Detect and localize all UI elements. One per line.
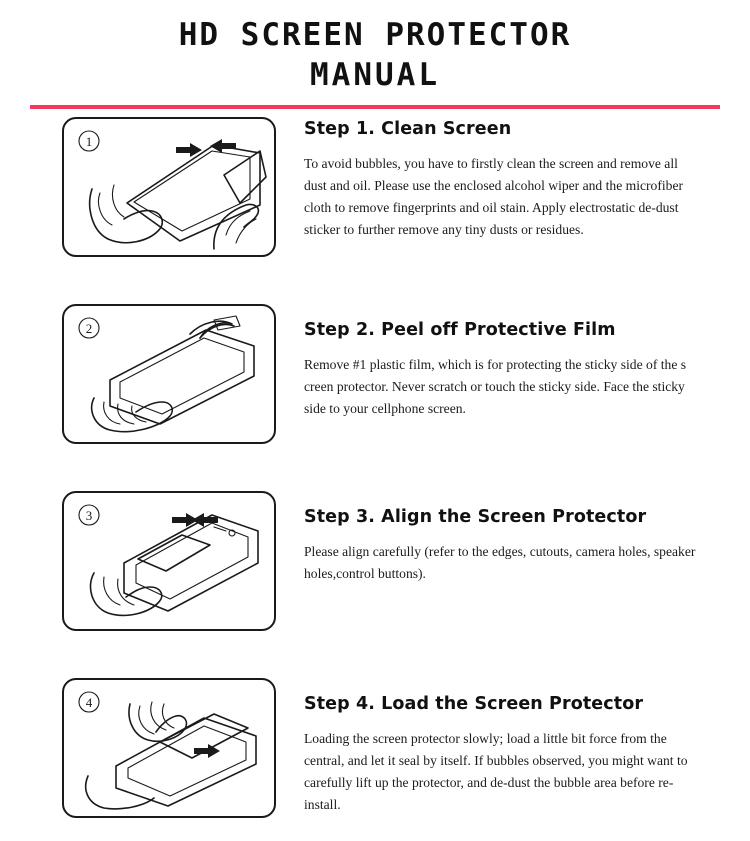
step-2-title: Step 2. Peel off Protective Film <box>304 320 616 341</box>
step-4-text <box>276 678 726 816</box>
step-row <box>0 491 750 654</box>
step-1-badge: 1 <box>85 134 93 150</box>
steps-list <box>0 117 750 841</box>
step-row <box>0 117 750 280</box>
step-4-illustration <box>62 678 276 818</box>
step-3-text <box>276 491 726 585</box>
page-title-line-2: MANUAL <box>310 56 440 93</box>
load-protector-diagram-icon <box>64 680 270 812</box>
step-4-body: Loading the screen protector slowly; load a little bit force from the central, and let it seal by itself. If bubbles observed, you might want to carefully lift up the protector, and de-dust the bubble area before re-install. <box>304 731 688 813</box>
page-header <box>0 0 750 109</box>
clean-screen-diagram-icon <box>64 119 270 251</box>
page-title-line-1: HD SCREEN PROTECTOR <box>178 17 572 53</box>
step-2-badge: 2 <box>85 321 93 337</box>
step-row <box>0 678 750 841</box>
step-4-badge: 4 <box>85 695 93 711</box>
step-3-illustration <box>62 491 276 631</box>
step-3-badge: 3 <box>85 508 93 524</box>
step-1-title: Step 1. Clean Screen <box>304 119 512 140</box>
step-4-title: Step 4. Load the Screen Protector <box>304 694 644 715</box>
align-protector-diagram-icon <box>64 493 270 625</box>
step-1-illustration <box>62 117 276 257</box>
peel-film-diagram-icon <box>64 306 270 438</box>
step-1-body: To avoid bubbles, you have to firstly clean the screen and remove all dust and oil. Please use the enclosed alcohol wiper and the microfiber cloth to remove fingerprints and oil stain. Apply electrostatic de-dust sticker to further remove any tiny dusts or residues. <box>304 156 683 238</box>
header-divider <box>30 105 720 109</box>
step-3-body: Please align carefully (refer to the edges, cutouts, camera holes, speaker holes,control buttons). <box>304 544 696 582</box>
step-2-text <box>276 304 726 420</box>
step-2-body: Remove #1 plastic film, which is for protecting the sticky side of the s creen protector. Never scratch or touch the sticky side. Face the sticky side to your cellphone screen. <box>304 357 687 417</box>
step-2-illustration <box>62 304 276 444</box>
step-1-text <box>276 117 726 241</box>
step-3-title: Step 3. Align the Screen Protector <box>304 507 647 528</box>
step-row <box>0 304 750 467</box>
